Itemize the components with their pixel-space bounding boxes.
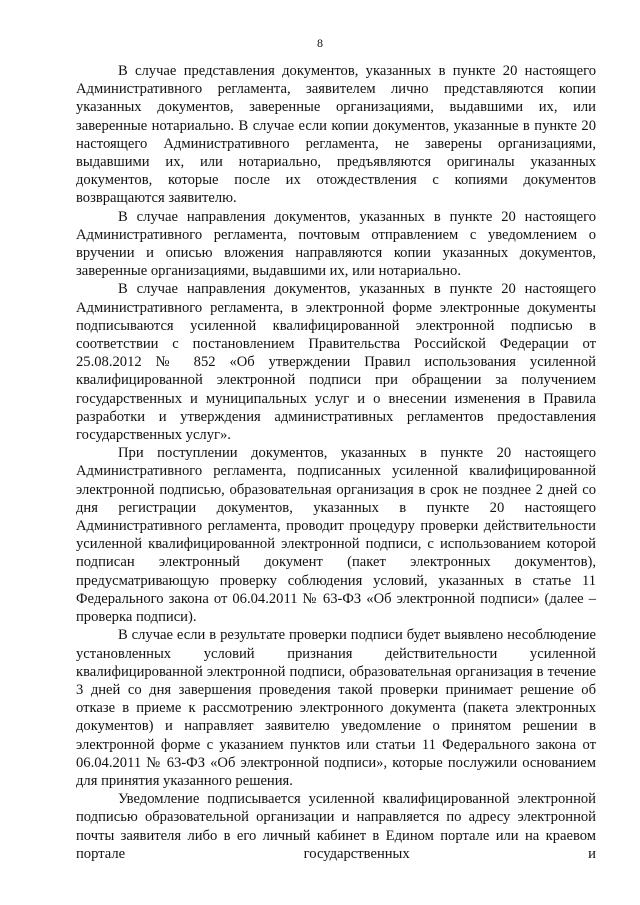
paragraph-notification: Уведомление подписывается усиленной квалифицированной электронной подписью образовательной организации и направляется по адресу электронной почты заявителя либо в его личный кабинет в Едином портале или на краевом портале государственных и [76,791,596,862]
paragraph-personal-submission: В случае представления документов, указанных в пункте 20 настоящего Административного регламента, заявителем лично представляются копии указанных документов, заверенные организациями, выдавшими их, или заверенные нотариально. В случае если копии документов, указанные в пункте 20 настоящего Административного регламента, не заверены организациями, выдавшими их, или нотариально, предъявляются оригиналы указанных документов, которые после их отождествления с копиями документов возвращаются заявителю. [76,63,596,207]
paragraph-postal-submission: В случае направления документов, указанных в пункте 20 настоящего Административного регламента, почтовым отправлением с уведомлением о вручении и описью вложения направляются копии указанных документов, заверенные организациями, выдавшими их, или нотариально. [76,208,596,280]
document-body [76,62,596,863]
paragraph-signature-verification: При поступлении документов, указанных в пункте 20 настоящего Административного регламента, подписанных усиленной квалифицированной электронной подписью, образовательная организация в срок не позднее 2 дней со дня регистрации документов, указанных в пункте 20 настоящего Административного регламента, проводит процедуру проверки действительности усиленной квалифицированной электронной подписи, с использованием которой подписан электронный документ (пакет электронных документов), предусматривающую проверку соблюдения условий, указанных в статье 11 Федерального закона от 06.04.2011 № 63-ФЗ «Об электронной подписи» (далее – проверка подписи). [76,445,596,626]
page-number: 8 [317,36,323,50]
paragraph-verification-refusal: В случае если в результате проверки подписи будет выявлено несоблюдение установленных условий признания действительности усиленной квалифицированной электронной подписи, образовательная организация в течение 3 дней со дня завершения проведения такой проверки принимает решение об отказе в приеме к рассмотрению электронного документа (пакета электронных документов) и направляет заявителю уведомление о принятом решении в электронной форме с указанием пунктов или статьи 11 Федерального закона от 06.04.2011 № 63-ФЗ «Об электронной подписи», которые послужили основанием для принятия указанного решения. [76,627,596,789]
paragraph-electronic-submission: В случае направления документов, указанных в пункте 20 настоящего Административного регламента, в электронной форме электронные документы подписываются усиленной квалифицированной электронной подписью в соответствии с постановлением Правительства Российской Федерации от 25.08.2012 № 852 «Об утверждении Правил использования усиленной квалифицированной электронной подписи при обращении за получением государственных и муниципальных услуг и о внесении изменения в Правила разработки и утверждения административных регламентов предоставления государственных услуг». [76,281,596,444]
